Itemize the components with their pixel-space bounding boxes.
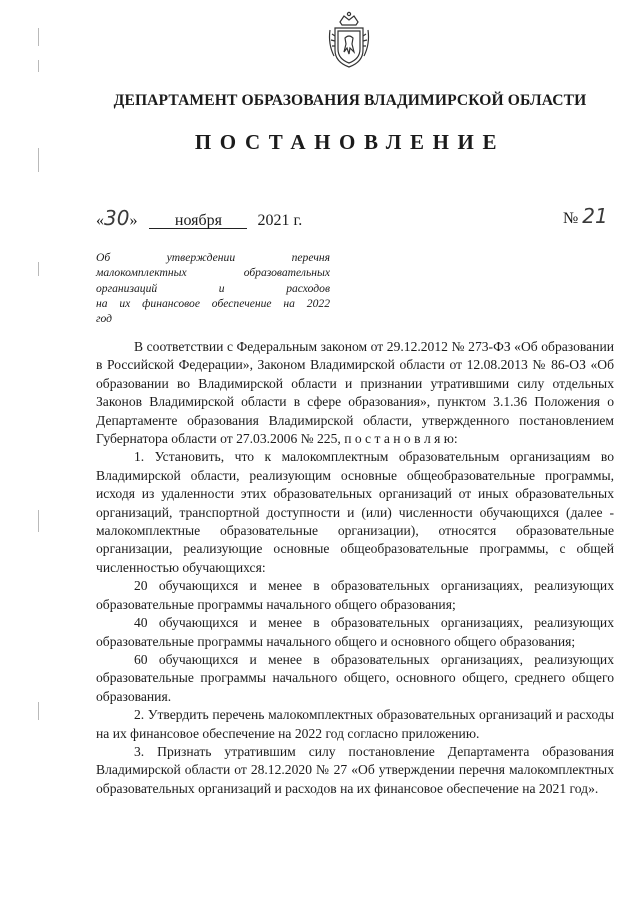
subject-line: год [96, 312, 113, 326]
scan-margin-mark [38, 60, 39, 72]
date-month: ноября [149, 213, 247, 229]
coat-of-arms-emblem [326, 10, 372, 70]
document-number [563, 204, 608, 228]
number-sign: № [563, 210, 579, 227]
date-day-handwritten: 30 [104, 206, 130, 230]
body-paragraph-threshold-40: 40 обучающихся и менее в образовательных организациях, реализующих образовательные программы начального общего и основного общего образования; [96, 615, 614, 649]
scan-margin-mark [38, 510, 39, 532]
body-paragraph-item-3: 3. Признать утратившим силу постановление Департамента образования Владимирской области от 28.12.2020 № 27 «Об утверждении перечня малокомплектных образовательных организаций и расходов на их финансовое обеспечение на 2021 год». [96, 743, 614, 796]
body-paragraph-item-2: 2. Утвердить перечень малокомплектных образовательных организаций и расходы на их финансовое обеспечение на 2022 год согласно приложению. [96, 707, 614, 741]
body-paragraph-preamble: В соответствии с Федеральным законом от 29.12.2012 № 273-ФЗ «Об образовании в Российской Федерации», Законом Владимирской области от 12.08.2013 № 86-ОЗ «Об образовании во Владимирской области и признании утратившими силу отдельных Законов Владимирской области в сфере образования», пунктом 3.1.36 Положения о Департаменте образования Владимирской области, утвержденного постановлением Губернатора области от 27.03.2006 № 225, п о с т а н о в л я ю: [96, 339, 614, 447]
subject-line: на их финансовое обеспечение на 2022 [96, 296, 330, 310]
date-close-quote: » [129, 212, 138, 229]
subject-line: организаций и расходов [96, 281, 330, 295]
document-type-title: ПОСТАНОВЛЕНИЕ [194, 130, 506, 154]
body-paragraph-threshold-20: 20 обучающихся и менее в образовательных организациях, реализующих образовательные программы начального общего образования; [96, 578, 614, 612]
document-subject [96, 250, 330, 326]
document-body [96, 338, 614, 798]
scan-margin-mark [38, 702, 39, 720]
subject-line: малокомплектных образовательных [96, 266, 330, 280]
document-date [96, 206, 302, 230]
date-open-quote: « [96, 212, 104, 229]
date-year: 2021 г. [257, 212, 303, 229]
body-paragraph-item-1: 1. Установить, что к малокомплектным образовательным организациям во Владимирской области, реализующим основные общеобразовательные программы, исходя из удаленности этих образовательных организаций от иных образовательных организаций, транспортной доступности и (или) численности обучающихся (далее - малокомплектные образовательные организации), относятся образовательные организации, реализующие основные общеобразовательные программы, с общей численностью обучающихся: [96, 449, 614, 575]
scan-margin-mark [38, 262, 39, 276]
subject-line: Об утверждении перечня [96, 251, 330, 264]
department-name: ДЕПАРТАМЕНТ ОБРАЗОВАНИЯ ВЛАДИМИРСКОЙ ОБЛАСТИ [113, 92, 587, 109]
number-value-handwritten: 21 [582, 204, 608, 228]
scan-margin-mark [38, 28, 39, 46]
body-paragraph-threshold-60: 60 обучающихся и менее в образовательных организациях, реализующих образовательные программы начального общего, основного общего, среднего общего образования. [96, 651, 614, 704]
